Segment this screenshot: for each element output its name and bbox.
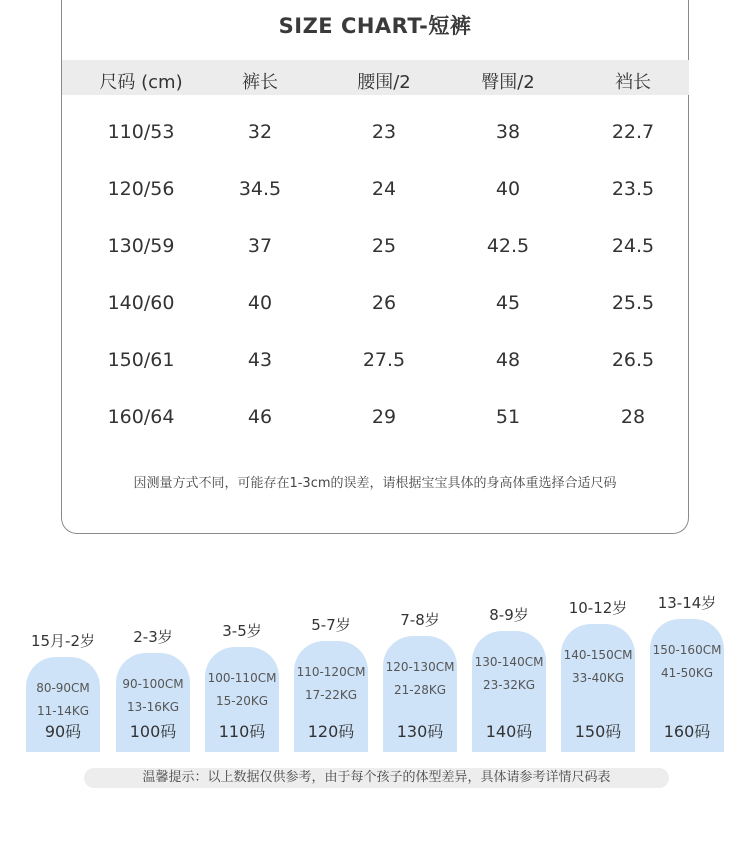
height-range: 100-110CM (207, 671, 277, 685)
size-code: 160码 (663, 722, 711, 741)
table-row (0, 349, 750, 379)
table-cell: 23.5 (611, 178, 655, 200)
table-cell: 25 (371, 235, 397, 257)
size-block (26, 657, 100, 752)
header-size: 尺码 (cm) (99, 72, 183, 93)
chart-title: SIZE CHART-短裤 (278, 14, 472, 38)
age-label: 5-7岁 (311, 616, 351, 634)
table-cell: 120/56 (107, 178, 175, 200)
table-cell: 28 (620, 406, 646, 428)
size-block (561, 624, 635, 752)
size-column (26, 590, 100, 752)
height-range: 140-150CM (563, 648, 633, 662)
table-cell: 34.5 (238, 178, 282, 200)
height-range: 110-120CM (296, 665, 366, 679)
table-row (0, 178, 750, 208)
weight-range: 21-28KG (393, 683, 447, 697)
age-label: 13-14岁 (657, 594, 717, 612)
table-cell: 130/59 (107, 235, 175, 257)
size-block (116, 653, 190, 752)
size-guide (0, 590, 750, 760)
height-range: 120-130CM (385, 660, 455, 674)
age-label: 8-9岁 (489, 606, 529, 624)
table-cell: 24 (371, 178, 397, 200)
weight-range: 17-22KG (304, 688, 358, 702)
height-range: 130-140CM (474, 655, 544, 669)
table-header (62, 60, 689, 95)
table-row (0, 406, 750, 436)
table-cell: 25.5 (611, 292, 655, 314)
table-cell: 29 (371, 406, 397, 428)
size-block (383, 636, 457, 752)
size-column (472, 590, 546, 752)
table-cell: 46 (247, 406, 273, 428)
table-cell: 24.5 (611, 235, 655, 257)
weight-range: 41-50KG (660, 666, 714, 680)
age-label: 3-5岁 (222, 622, 262, 640)
table-cell: 26.5 (611, 349, 655, 371)
table-cell: 110/53 (107, 121, 175, 143)
table-cell: 45 (495, 292, 521, 314)
size-code: 140码 (485, 722, 533, 741)
table-cell: 150/61 (107, 349, 175, 371)
table-cell: 51 (495, 406, 521, 428)
table-cell: 22.7 (611, 121, 655, 143)
height-range: 80-90CM (36, 681, 90, 695)
header-length: 裤长 (242, 72, 278, 93)
table-cell: 40 (495, 178, 521, 200)
table-cell: 160/64 (107, 406, 175, 428)
size-column (383, 590, 457, 752)
size-column (116, 590, 190, 752)
size-block (205, 647, 279, 752)
weight-range: 33-40KG (571, 671, 625, 685)
size-block (472, 631, 546, 752)
table-cell: 26 (371, 292, 397, 314)
weight-range: 11-14KG (36, 704, 90, 718)
table-cell: 48 (495, 349, 521, 371)
weight-range: 13-16KG (126, 700, 180, 714)
age-label: 2-3岁 (133, 628, 173, 646)
height-range: 150-160CM (652, 643, 722, 657)
size-column (650, 590, 724, 752)
weight-range: 23-32KG (482, 678, 536, 692)
tip-banner: 温馨提示：以上数据仅供参考，由于每个孩子的体型差异，具体请参考详情尺码表 (84, 768, 669, 788)
table-cell: 42.5 (486, 235, 530, 257)
table-row (0, 121, 750, 151)
age-label: 15月-2岁 (30, 632, 96, 650)
size-code: 110码 (218, 722, 266, 741)
table-row (0, 292, 750, 322)
weight-range: 15-20KG (215, 694, 269, 708)
table-row (0, 235, 750, 265)
table-cell: 40 (247, 292, 273, 314)
size-code: 150码 (574, 722, 622, 741)
table-cell: 27.5 (362, 349, 406, 371)
size-code: 120码 (307, 722, 355, 741)
size-code: 90码 (44, 722, 82, 741)
height-range: 90-100CM (122, 677, 184, 691)
table-cell: 38 (495, 121, 521, 143)
table-cell: 37 (247, 235, 273, 257)
table-cell: 23 (371, 121, 397, 143)
size-column (294, 590, 368, 752)
size-column (205, 590, 279, 752)
size-column (561, 590, 635, 752)
age-label: 10-12岁 (568, 599, 628, 617)
age-label: 7-8岁 (400, 611, 440, 629)
measurement-note: 因测量方式不同，可能存在1-3cm的误差，请根据宝宝具体的身高体重选择合适尺码 (133, 476, 617, 491)
header-waist: 腰围/2 (357, 72, 411, 93)
size-code: 100码 (129, 722, 177, 741)
table-cell: 140/60 (107, 292, 175, 314)
table-cell: 43 (247, 349, 273, 371)
header-hip: 臀围/2 (481, 72, 535, 93)
table-cell: 32 (247, 121, 273, 143)
size-block (650, 619, 724, 752)
header-rise: 裆长 (615, 72, 651, 93)
size-code: 130码 (396, 722, 444, 741)
size-block (294, 641, 368, 752)
